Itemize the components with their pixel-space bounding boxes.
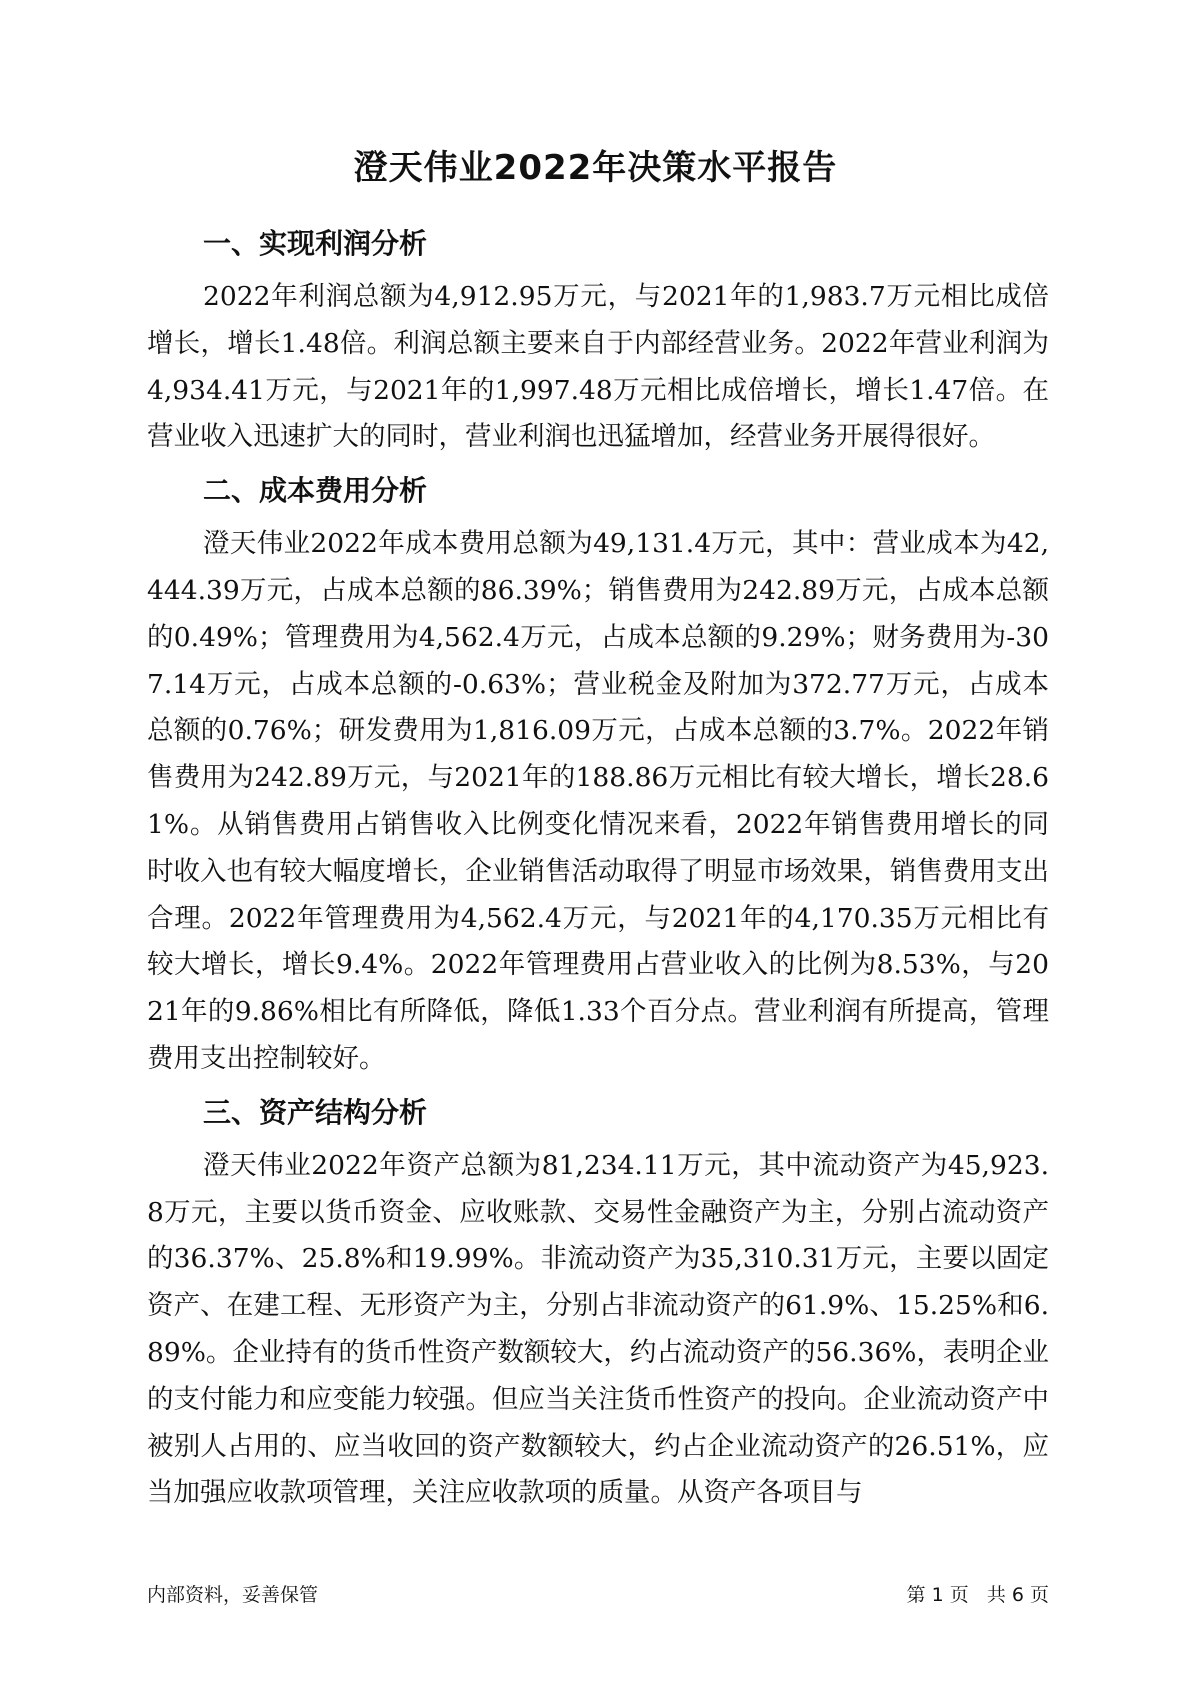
section-heading-profit: 一、实现利润分析 <box>203 227 428 260</box>
document-body <box>147 222 1049 1525</box>
document-title: 澄天伟业2022年决策水平报告 <box>353 148 838 188</box>
section-paragraph-cost: 澄天伟业2022年成本费用总额为49,131.4万元，其中：营业成本为42,444.39万元，占成本总额的86.39%；销售费用为242.89万元，占成本总额的0.49%；管理费用为4,562.4万元，占成本总额的9.29%；财务费用为-307.14万元，占成本总额的-0.63%；营业税金及附加为372.77万元，占成本总额的0.76%；研发费用为1,816.09万元，占成本总额的3.7%。2022年销售费用为242.89万元，与2021年的188.86万元相比有较大增长，增长28.61%。从销售费用占销售收入比例变化情况来看，2022年销售费用增长的同时收入也有较大幅度增长，企业销售活动取得了明显市场效果，销售费用支出合理。2022年管理费用为4,562.4万元，与2021年的4,170.35万元相比有较大增长，增长9.4%。2022年管理费用占营业收入的比例为8.53%，与2021年的9.86%相比有所降低，降低1.33个百分点。营业利润有所提高，管理费用支出控制较好。 <box>147 528 1049 1074</box>
section-paragraph-profit: 2022年利润总额为4,912.95万元，与2021年的1,983.7万元相比成倍增长，增长1.48倍。利润总额主要来自于内部经营业务。2022年营业利润为4,934.41万元，与2021年的1,997.48万元相比成倍增长，增长1.47倍。在营业收入迅速扩大的同时，营业利润也迅猛增加，经营业务开展得很好。 <box>147 281 1049 453</box>
section-heading-cost: 二、成本费用分析 <box>203 474 428 508</box>
footer-page-number: 第 1 页 共 6 页 <box>906 1584 1049 1606</box>
section-paragraph-assets: 澄天伟业2022年资产总额为81,234.11万元，其中流动资产为45,923.8万元，主要以货币资金、应收账款、交易性金融资产为主，分别占流动资产的36.37%、25.8%和19.99%。非流动资产为35,310.31万元，主要以固定资产、在建工程、无形资产为主，分别占非流动资产的61.9%、15.25%和6.89%。企业持有的货币性资产数额较大，约占流动资产的56.36%，表明企业的支付能力和应变能力较强。但应当关注货币性资产的投向。企业流动资产中被别人占用的、应当收回的资产数额较大，约占企业流动资产的26.51%，应当加强应收款项管理，关注应收款项的质量。从资产各项目与 <box>147 1149 1049 1509</box>
section-heading-assets: 三、资产结构分析 <box>203 1095 428 1129</box>
footer-confidential-note: 内部资料，妥善保管 <box>147 1584 319 1606</box>
